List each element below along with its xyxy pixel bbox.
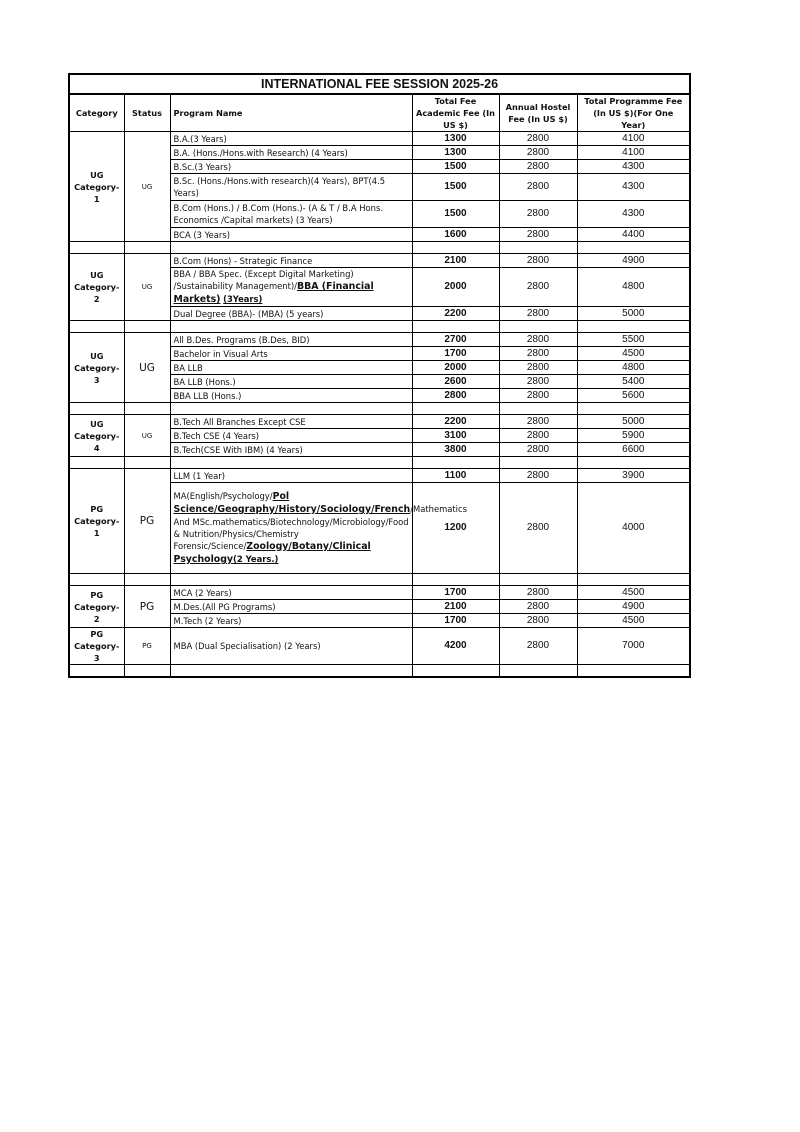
academic-fee: 1500 (412, 174, 499, 201)
total-fee: 4100 (577, 146, 690, 160)
program-name: MBA (Dual Specialisation) (2 Years) (170, 628, 412, 665)
table-row (69, 469, 690, 483)
hostel-fee: 2800 (499, 254, 577, 268)
academic-fee: 2800 (412, 389, 499, 403)
program-name: LLM (1 Year) (170, 469, 412, 483)
academic-fee: 3100 (412, 429, 499, 443)
hostel-fee: 2800 (499, 333, 577, 347)
academic-fee: 3800 (412, 443, 499, 457)
total-fee: 4100 (577, 132, 690, 146)
program-name: Dual Degree (BBA)- (MBA) (5 years) (170, 307, 412, 321)
program-name: B.Com (Hons.) / B.Com (Hons.)- (A & T / B.A Hons. Economics /Capital markets) (3 Years) (170, 201, 412, 228)
hostel-fee: 2800 (499, 415, 577, 429)
status-cell: PG (124, 628, 170, 665)
header-total-fee: Total Programme Fee (In US $)(For One Year) (577, 94, 690, 132)
program-name: B.Tech All Branches Except CSE (170, 415, 412, 429)
category-ug-4: UG Category-4 (69, 415, 124, 457)
hostel-fee: 2800 (499, 429, 577, 443)
status-cell: PG (124, 586, 170, 628)
academic-fee: 1500 (412, 160, 499, 174)
header-academic-fee: Total Fee Academic Fee (In US $) (412, 94, 499, 132)
total-fee: 5000 (577, 307, 690, 321)
total-fee: 5400 (577, 375, 690, 389)
status-cell: UG (124, 333, 170, 403)
hostel-fee: 2800 (499, 132, 577, 146)
program-name: M.Des.(All PG Programs) (170, 600, 412, 614)
program-name: B.Tech(CSE With IBM) (4 Years) (170, 443, 412, 457)
total-fee: 4300 (577, 160, 690, 174)
hostel-fee: 2800 (499, 389, 577, 403)
title-row (69, 74, 690, 94)
program-name: BA LLB (170, 361, 412, 375)
table-row (69, 628, 690, 665)
program-name: MCA (2 Years) (170, 586, 412, 600)
category-pg-1: PG Category-1 (69, 469, 124, 574)
academic-fee: 1500 (412, 201, 499, 228)
total-fee: 4500 (577, 347, 690, 361)
academic-fee: 1300 (412, 146, 499, 160)
table-row (69, 254, 690, 268)
hostel-fee: 2800 (499, 600, 577, 614)
spacer-row (69, 321, 690, 333)
total-fee: 4900 (577, 254, 690, 268)
total-fee: 4500 (577, 586, 690, 600)
hostel-fee: 2800 (499, 586, 577, 600)
program-name: All B.Des. Programs (B.Des, BID) (170, 333, 412, 347)
academic-fee: 1200 (412, 483, 499, 574)
hostel-fee: 2800 (499, 347, 577, 361)
hostel-fee: 2800 (499, 160, 577, 174)
spacer-row (69, 457, 690, 469)
academic-fee: 4200 (412, 628, 499, 665)
spacer-row (69, 403, 690, 415)
program-name-highlight-2: Zoology/Botany/Clinical Psychology (173, 541, 371, 565)
program-name: M.Tech (2 Years) (170, 614, 412, 628)
table-row (69, 333, 690, 347)
hostel-fee: 2800 (499, 268, 577, 307)
hostel-fee: 2800 (499, 201, 577, 228)
total-fee: 5900 (577, 429, 690, 443)
academic-fee: 1700 (412, 347, 499, 361)
header-program: Program Name (170, 94, 412, 132)
hostel-fee: 2800 (499, 174, 577, 201)
total-fee: 7000 (577, 628, 690, 665)
academic-fee: 1700 (412, 614, 499, 628)
program-name-highlight-duration: (2 Years.) (233, 554, 279, 564)
category-ug-1: UG Category-1 (69, 132, 124, 242)
total-fee: 4800 (577, 361, 690, 375)
header-status: Status (124, 94, 170, 132)
program-name: B.Com (Hons) - Strategic Finance (170, 254, 412, 268)
total-fee: 4300 (577, 201, 690, 228)
hostel-fee: 2800 (499, 375, 577, 389)
program-name: BA LLB (Hons.) (170, 375, 412, 389)
category-pg-2: PG Category-2 (69, 586, 124, 628)
category-ug-2: UG Category-2 (69, 254, 124, 321)
total-fee: 5000 (577, 415, 690, 429)
category-ug-3: UG Category-3 (69, 333, 124, 403)
total-fee: 4300 (577, 174, 690, 201)
program-name-highlight-1: Pol Science/Geography/History/Sociology/French (173, 491, 411, 515)
table-row (69, 586, 690, 600)
hostel-fee: 2800 (499, 628, 577, 665)
status-cell: PG (124, 469, 170, 574)
academic-fee: 2700 (412, 333, 499, 347)
total-fee: 4900 (577, 600, 690, 614)
status-cell: UG (124, 132, 170, 242)
total-fee: 4500 (577, 614, 690, 628)
hostel-fee: 2800 (499, 483, 577, 574)
program-name-part-3: /Mathematics And MSc.mathematics/Biotechnology/Microbiology/Food & Nutrition/Physics/Chemistry Forensic/Science/ (173, 504, 467, 551)
category-pg-3: PG Category-3 (69, 628, 124, 665)
total-fee: 6600 (577, 443, 690, 457)
header-category: Category (69, 94, 124, 132)
academic-fee: 2000 (412, 268, 499, 307)
total-fee: 4800 (577, 268, 690, 307)
header-hostel-fee: Annual Hostel Fee (In US $) (499, 94, 577, 132)
status-cell: UG (124, 415, 170, 457)
spacer-row (69, 242, 690, 254)
program-name (170, 268, 412, 307)
total-fee: 3900 (577, 469, 690, 483)
academic-fee: 1300 (412, 132, 499, 146)
hostel-fee: 2800 (499, 443, 577, 457)
status-cell: UG (124, 254, 170, 321)
total-fee: 5600 (577, 389, 690, 403)
program-name: BCA (3 Years) (170, 228, 412, 242)
program-name-part-1: MA(English/Psychology/ (173, 491, 273, 501)
hostel-fee: 2800 (499, 469, 577, 483)
hostel-fee: 2800 (499, 614, 577, 628)
program-name: Bachelor in Visual Arts (170, 347, 412, 361)
academic-fee: 2100 (412, 600, 499, 614)
academic-fee: 1600 (412, 228, 499, 242)
program-name: B.A. (Hons./Hons.with Research) (4 Years) (170, 146, 412, 160)
program-name: B.Sc. (Hons./Hons.with research)(4 Years), BPT(4.5 Years) (170, 174, 412, 201)
academic-fee: 1100 (412, 469, 499, 483)
total-fee: 5500 (577, 333, 690, 347)
program-name: B.Tech CSE (4 Years) (170, 429, 412, 443)
hostel-fee: 2800 (499, 307, 577, 321)
program-name-highlight-duration: (3Years) (223, 294, 263, 304)
hostel-fee: 2800 (499, 228, 577, 242)
spacer-row (69, 665, 690, 678)
academic-fee: 2600 (412, 375, 499, 389)
program-name: B.A.(3 Years) (170, 132, 412, 146)
academic-fee: 2200 (412, 307, 499, 321)
program-name-highlight: BBA (Financial Markets) (173, 281, 374, 305)
hostel-fee: 2800 (499, 361, 577, 375)
academic-fee: 1700 (412, 586, 499, 600)
total-fee: 4000 (577, 483, 690, 574)
program-name-plain: BBA / BBA Spec. (Except Digital Marketing) /Sustainability Management)/ (173, 269, 354, 291)
academic-fee: 2100 (412, 254, 499, 268)
hostel-fee: 2800 (499, 146, 577, 160)
page-title: INTERNATIONAL FEE SESSION 2025-26 (69, 74, 690, 94)
fee-table (68, 73, 691, 678)
program-name: BBA LLB (Hons.) (170, 389, 412, 403)
academic-fee: 2200 (412, 415, 499, 429)
table-row (69, 132, 690, 146)
spacer-row (69, 574, 690, 586)
program-name: B.Sc.(3 Years) (170, 160, 412, 174)
table-row (69, 415, 690, 429)
academic-fee: 2000 (412, 361, 499, 375)
total-fee: 4400 (577, 228, 690, 242)
header-row (69, 94, 690, 132)
